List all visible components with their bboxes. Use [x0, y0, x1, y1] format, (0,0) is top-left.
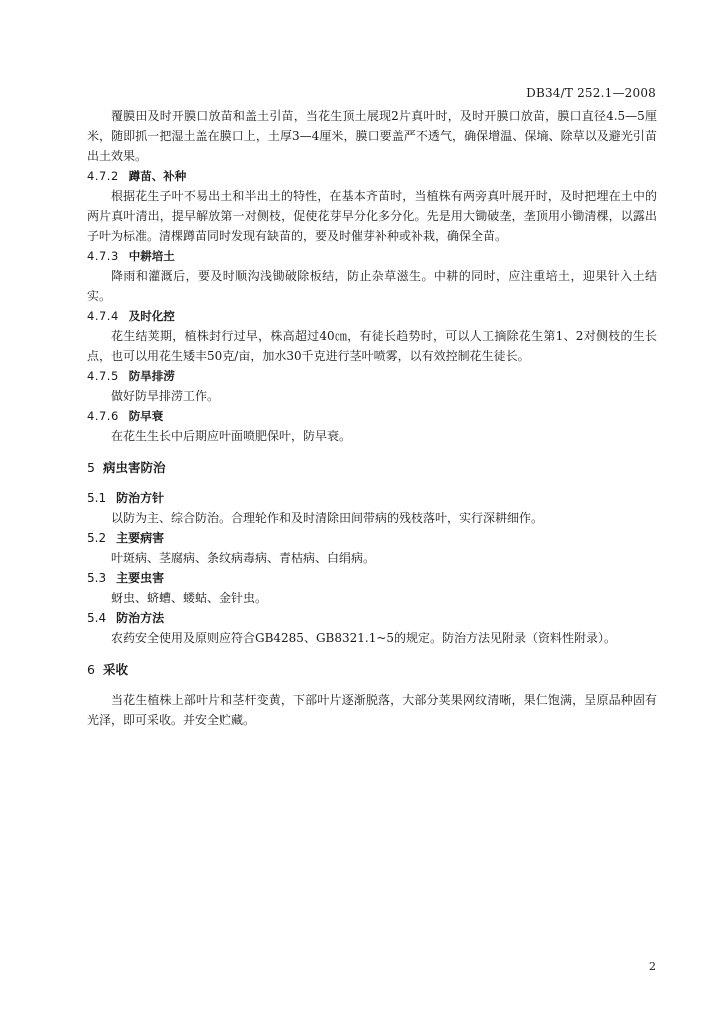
- section-number: 4.7.2: [87, 169, 119, 183]
- paragraph-5-2: 叶斑病、茎腐病、条纹病毒病、青枯病、白绢病。: [111, 551, 376, 565]
- section-title: 防治方法: [116, 611, 165, 625]
- section-title: 主要病害: [116, 531, 165, 545]
- section-title: 蹲苗、补种: [128, 169, 187, 183]
- heading-4-7-3: [87, 246, 657, 266]
- paragraph-4-7-5: 做好防旱排涝工作。: [111, 389, 220, 403]
- section-title: 主要虫害: [116, 571, 165, 585]
- section-title: 防旱排涝: [128, 369, 175, 383]
- paragraph-5-3: 蚜虫、蛴螬、蝼蛄、金针虫。: [111, 591, 268, 605]
- paragraph-4-7-3: 降雨和灌溉后，要及时顺沟浅锄破除板结，防止杂草滋生。中耕的同时，应注重培土，迎果针入土结实。: [87, 269, 657, 303]
- paragraph-4-7-2: 根据花生子叶不易出土和半出土的特性，在基本齐苗时，当植株有两旁真叶展开时，及时把埋在土中的两片真叶清出，提早解放第一对侧枝，促使花芽早分化多分化。先是用大锄破垄，垄顶用小锄清棵，以露出子叶为标准。清棵蹲苗同时发现有缺苗的，要及时催芽补种或补栽，确保全苗。: [87, 189, 657, 243]
- paragraph-4-7-4: 花生结荚期，植株封行过早，株高超过40㎝，有徒长趋势时，可以人工摘除花生第1、2对侧枝的生长点，也可以用花生矮丰50克/亩，加水30千克进行茎叶喷雾，以有效控制花生徒长。: [87, 329, 657, 363]
- section-title: 病虫害防治: [102, 460, 166, 475]
- heading-5-2: [87, 528, 657, 548]
- document-body: [87, 106, 657, 730]
- paragraph-film-opening: 覆膜田及时开膜口放苗和盖土引苗，当花生顶土展现2片真叶时，及时开膜口放苗，膜口直径4.5—5厘米，随即抓一把湿土盖在膜口上，土厚3—4厘米，膜口要盖严不透气，确保增温、保墒、除草以及避光引苗出土效果。: [87, 109, 657, 163]
- paragraph-5-4: 农药安全使用及原则应符合GB4285、GB8321.1~5的规定。防治方法见附录（资料性附录）。: [111, 631, 617, 645]
- section-number: 5: [87, 460, 95, 475]
- heading-4-7-6: [87, 406, 657, 426]
- section-title: 及时化控: [128, 309, 175, 323]
- heading-5: [87, 458, 657, 478]
- section-title: 防治方针: [116, 491, 165, 505]
- heading-4-7-5: [87, 366, 657, 386]
- standard-code: DB34/T 252.1—2008: [526, 86, 656, 100]
- section-number: 4.7.3: [87, 249, 119, 263]
- paragraph-4-7-6: 在花生生长中后期应叶面喷肥保叶，防早衰。: [111, 429, 352, 443]
- heading-5-4: [87, 608, 657, 628]
- heading-5-3: [87, 568, 657, 588]
- section-title: 采收: [102, 662, 128, 677]
- heading-6: [87, 660, 657, 680]
- section-number: 5.4: [87, 611, 107, 625]
- page-number: 2: [649, 960, 656, 973]
- section-number: 4.7.6: [87, 409, 119, 423]
- section-number: 5.2: [87, 531, 107, 545]
- heading-5-1: [87, 488, 657, 508]
- section-title: 中耕培土: [128, 249, 175, 263]
- section-number: 4.7.4: [87, 309, 119, 323]
- section-number: 5.3: [87, 571, 107, 585]
- section-number: 4.7.5: [87, 369, 119, 383]
- heading-4-7-4: [87, 306, 657, 326]
- section-number: 6: [87, 662, 95, 677]
- section-title: 防早衰: [128, 409, 164, 423]
- paragraph-6: 当花生植株上部叶片和茎杆变黄，下部叶片逐渐脱落，大部分荚果网纹清晰，果仁饱满，呈原品种固有光泽，即可采收。并安全贮藏。: [87, 693, 657, 727]
- section-number: 5.1: [87, 491, 107, 505]
- heading-4-7-2: [87, 166, 657, 186]
- paragraph-5-1: 以防为主、综合防治。合理轮作和及时清除田间带病的残枝落叶，实行深耕细作。: [111, 511, 544, 525]
